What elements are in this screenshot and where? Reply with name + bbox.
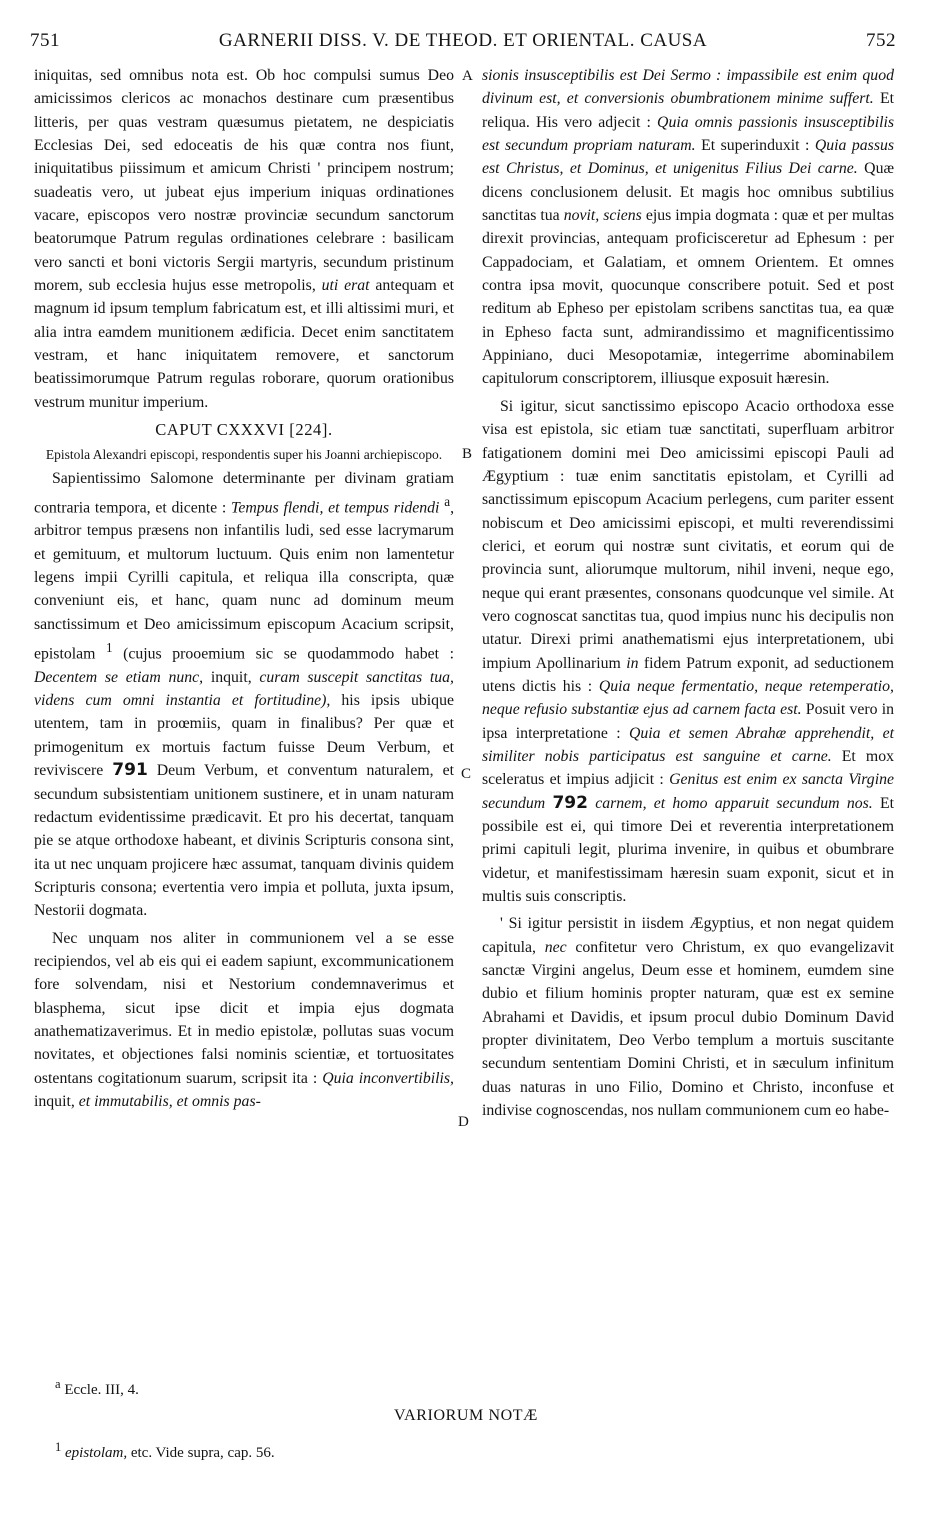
running-header	[30, 30, 896, 62]
column-number-791: 791	[112, 760, 148, 781]
notes-section-title: VARIORUM NOTÆ	[394, 1407, 538, 1424]
margin-letter-d: D	[458, 1114, 469, 1130]
note-ref: 1	[105, 640, 113, 656]
column-number-792: 792	[552, 792, 588, 813]
left-column	[34, 64, 454, 1113]
note-term: epistolam,	[65, 1445, 128, 1461]
note-text: etc. Vide supra, cap. 56.	[130, 1445, 275, 1461]
right-column	[482, 64, 894, 1122]
note-entry	[55, 1440, 275, 1462]
footnote-ref: a	[444, 493, 451, 509]
paragraph-continuation: sionis insusceptibilis est Dei Sermo : impassibile est enim quod divinum est, et conversionis obumbrationem minime suffert. Et reliqua. His vero adjecit : Quia omnis passionis insusceptibilis est secundum propriam naturam. Et superinduxit : Quia passus est Christus, et Dominus, et unigenitus Filius Dei carne. Quæ dicens conclusionem delusit. Et magis hoc omnibus subtilius sanctitas tua novit, sciens ejus impia dogmata : quæ et per multas direxit provincias, antequam proficisceretur ad Ephesum : per Cappadociam, et Galatiam, et omnem Orientem. Et omnes contra ipsa movit, quocunque conscribere potuit. Sed et post reditum ab Epheso per epistolam scribens sanctitas tua, ea quæ in Epheso facta sunt, admirandissimo et magnificentissimo Appiniano, duci Mesopotamiæ, integerrime abominabilem capitulorum conscriptorem, illiusque exposuit hæresin.	[482, 67, 895, 388]
paragraph-continuation: iniquitas, sed omnibus nota est. Ob hoc compulsi sumus Deo amicissimos clericos ac monachos destinare cum præsentibus litteris, per quas vestram quæsumus pietatem, ne despiciatis Ecclesias Dei, sed edoceatis de his quæ contra nos fiunt, iniquitatibus piissimum et amicum Christi ' principem nostrum; suadeatis vero, ut jubeat ejus imperium iniquas ordinationes vacare, episcopos vero nostræ provinciæ secundum sanctorum beatorumque Patrum regulas ordinationes celebrare : basilicam vero sancti et boni victoris Sergii martyris, secundum pristinum morem, sub ecclesia hujus esse metropolis, uti erat antequam et magnum id ipsum templum fabricatum est, et illi altissimi muri, et alia intra eamdem munitionem ædificia. Decet enim sanctitatem vestram, et hanc iniquitatem removere, et sanctorum beatissimorumque Patrum regulas roborare, quorum orationibus vestrum munitur imperium.	[34, 67, 455, 411]
paragraph: Si igitur, sicut sanctissimo episcopo Acacio orthodoxa esse visa est epistola, sic etiam tuæ sanctitati, superfluam arbitror fatigationem domini mei Deo amicissimi episcopi Pauli ad Ægyptium : tuæ enim sanctitatis epistolam, et Cyrilli ad sanctissimum episcopum Acacium perlegens, cum pariter essent nobiscum et Deo amicissimi episcopi, et multi reverendissimi clerici, et eorum qui nostræ sunt civitatis, et eorum qui de provincia sunt, aliorumque multorum, nihil inveni, neque ego, neque qui erant præsentes, consonans quodcunque vel simile. At vero cognoscat sanctitas tua, quod impius nunc his decipulis non utatur. Direxi primi anathematismi ejus interpretationem, ubi impium Apollinarium in fidem Patrum exponit, ad seductionem utens dictis his : Quia neque fermentatio, neque retemperatio, neque refusio substantiæ ejus ad carnem facta est. Posuit vero in ipsa interpretatione : Quia et semen Abrahæ apprehendit, et similiter nobis participatus est sanguine et carne. Et mox sceleratus et impius adjicit : Genitus est enim ex sancta Virgine secundum 792 carnem, et homo apparuit secundum nos. Et possibile est ei, qui timore Dei et reverentia interpretationem primi capituli legit, plurima invenire, in quibus et obumbrare videtur, et manifestissimam hæresin suam exponit, sicut et in multis suis conscriptis.	[482, 397, 895, 906]
note-mark: '	[500, 915, 503, 933]
page-number-left: 751	[30, 30, 60, 51]
footnote	[55, 1377, 139, 1399]
chapter-subtitle: Epistola Alexandri episcopi, respondentis super his Joanni archiepiscopo.	[45, 446, 443, 462]
margin-letter-b: B	[462, 446, 473, 462]
paragraph: Nec unquam nos aliter in communionem vel a se esse recipiendos, vel ab eis qui ei eadem sapiunt, excommunicationem fore solvendam, nisi et Nestorium condemnaverimus et blasphema, sicut ipse dicit et impia ejus dogmata anathematizaverimus. Et in medio epistolæ, pollutas suas vocum novitates, et objectiones falsi nominis scientiæ, et tortuositates ostentans cogitationum suarum, scripsit ita : Quia inconvertibilis, inquit, et immutabilis, et omnis pas-	[34, 929, 454, 1110]
margin-letter-c: C	[461, 766, 472, 782]
margin-letter-a: A	[462, 68, 473, 84]
footnote-mark: a	[55, 1377, 61, 1391]
running-title: GARNERII DISS. V. DE THEOD. ET ORIENTAL. CAUSA	[218, 30, 708, 51]
page-number-right: 752	[866, 30, 896, 51]
chapter-title: CAPUT CXXXVI [224].	[155, 420, 333, 440]
footnote-text: Eccle. III, 4.	[64, 1382, 139, 1398]
paragraph: Sapientissimo Salomone determinante per divinam gratiam contraria tempora, et dicente : Tempus flendi, et tempus ridendi $^a$, arbitror tempus præsens non infantilis ludi, sed esse lacrymarum et gemituum, et multorum luctuum. Quis enim non lamentetur legens impii Cyrilli capitula, et reliqua illa conscripta, quæ conveniunt eis, et hanc, quam nunc ad dominum meum sanctissimum et Deo amicissimum episcopum Acacium scripsit, epistolam $^1$ (cujus prooemium sic se quodammodo habet : Decentem se etiam nunc, inquit, curam suscepit sanctitas tua, videns cum omni instantia et fortitudine), his ipsis ubique utentem, tam in proœmiis, quam in finalibus? Per quæ et primogenitum ex mortuis factum fuisse Deum Verbum, et reviviscere 791 Deum Verbum, et conventum naturalem, et secundum subsistentiam unitionem sustinere, et in unam naturam redactum evidentissime prædicavit. Et pro his decertat, tanquam pie se atque orthodoxe habeant, et divinis Scripturis consona sint, ita ut nec unquam projicere hæc assumat, tanquam divinis quidem Scripturis consona; evertentia vero impia et polluta, juxta ipsum, Nestorii dogmata.	[34, 469, 455, 920]
paragraph: ' Si igitur persistit in iisdem Ægyptius, et non negat quidem capitula, nec confitetur vero Christum, ex quo evangelizavit sanctæ Virgini angelus, Deum esse et hominem, eumdem sine dubio et filium hominis propter naturam, quæ est ex semine Abrahami et Davidis, et ipsum procul dubio Dominum David propter divinitatem, Deo Verbo templum a mortuis suscitante secundum sententiam Domini Christi, et in sæculum infinitum duas naturas in uno Filio, Domino et Christo, inconfuse et indivise cognoscendas, nos nullam communionem cum eo habe-	[482, 915, 895, 1120]
note-mark: 1	[55, 1440, 62, 1454]
